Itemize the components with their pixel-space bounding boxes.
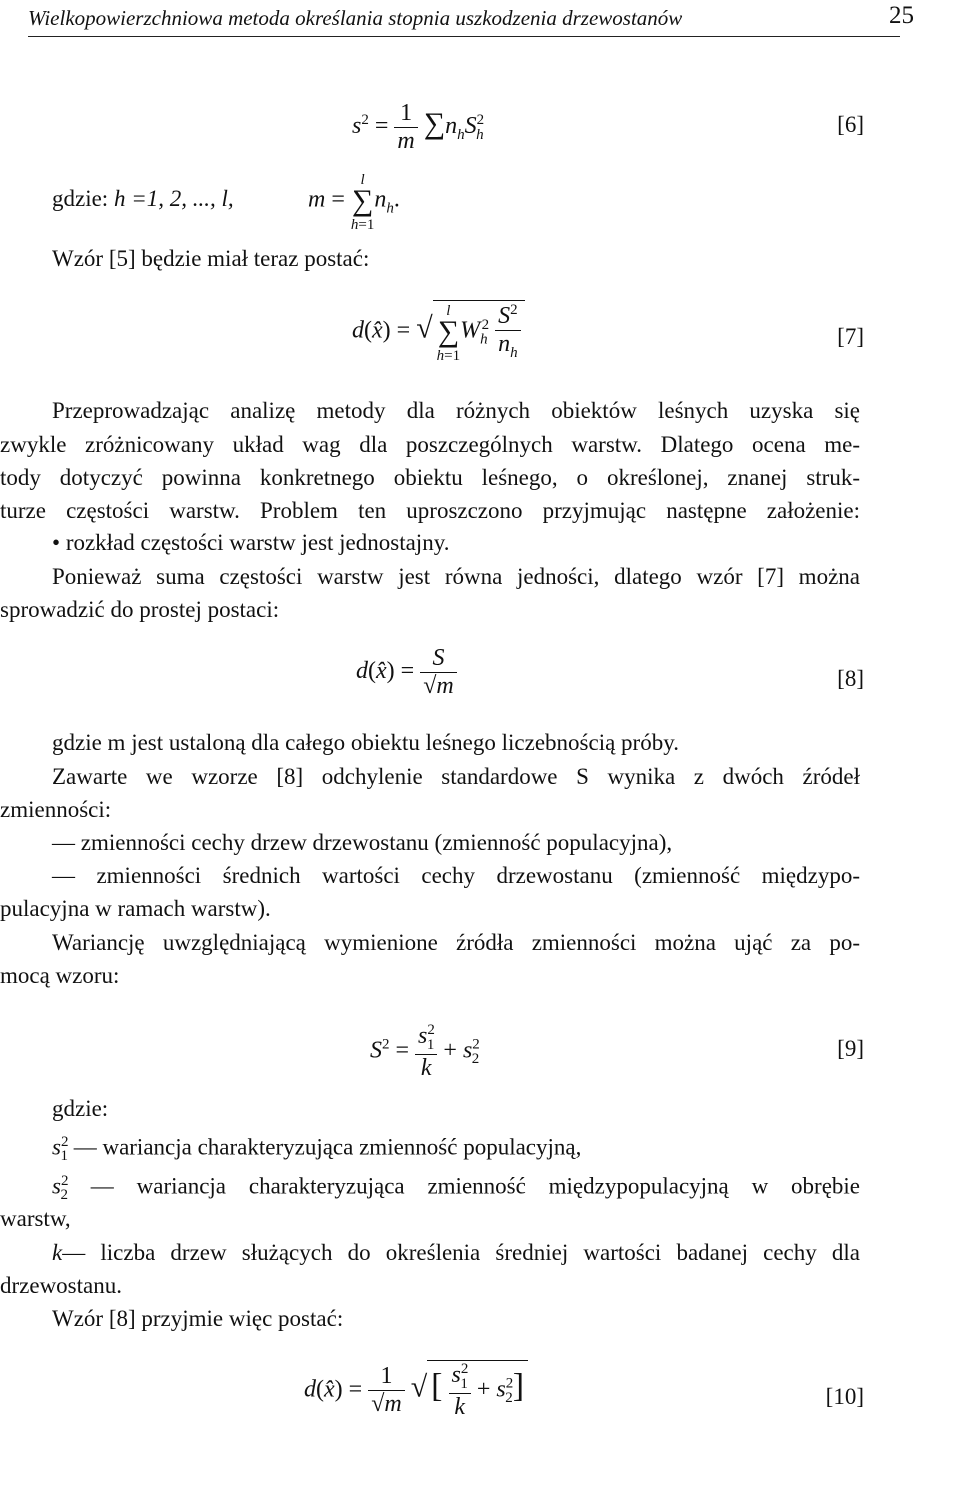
paragraph-1-line-1: Przeprowadzając analizę metody dla różnych obiektów leśnych uzyska się (52, 398, 860, 423)
definition-s1: $s^2_1$ — wariancja charakteryzująca zmienność populacyjną, (52, 1134, 582, 1165)
paragraph-3-line-1: Zawarte we wzorze [8] odchylenie standardowe S wynika z dwóch źródeł (52, 764, 860, 789)
equation-6-number: [6] (837, 112, 864, 137)
equation-10-number: [10] (825, 1384, 864, 1409)
equation-9-number: [9] (837, 1036, 864, 1061)
formula-5-intro: Wzór [5] będzie miał teraz postać: (52, 246, 370, 271)
definition-s2-cont: warstw, (0, 1206, 71, 1231)
paragraph-1-line-4: turze częstości warstw. Problem ten uproszczono przyjmując następne założenie: (0, 498, 860, 523)
where-2: gdzie m jest ustaloną dla całego obiektu leśnego liczebnością próby. (52, 730, 679, 755)
equation-8-number: [8] (837, 666, 864, 691)
equation-9: $S^2$ = $\frac{s^2_1}{k}$ + $s^2_2$ (370, 1022, 480, 1081)
equation-m-sum: m = l ∑ $h=1n_h$. (308, 172, 400, 233)
equation-6: $s^2$ = $\frac{1}{m}$ $\sum n_hS^2_h$ (352, 100, 485, 154)
equation-7-number: [7] (837, 324, 864, 349)
list-item-1: — zmienności cechy drzew drzewostanu (zmienność populacyjna), (52, 830, 673, 855)
paragraph-4-line-2: mocą wzoru: (0, 963, 120, 988)
list-item-2: — zmienności średnich wartości cechy drzewostanu (zmienność międzypo- (52, 863, 860, 888)
definition-s2: $s^2_2$ — wariancja charakteryzująca zmienność międzypopulacyjną w obrębie (52, 1173, 861, 1204)
paragraph-3-line-2: zmienności: (0, 797, 112, 822)
definition-k-cont: drzewostanu. (0, 1273, 122, 1298)
where-3-label: gdzie: (52, 1096, 109, 1121)
definition-k: k— liczba drzew służących do określenia średniej wartości badanej cechy dla (52, 1240, 860, 1265)
paragraph-1-line-2: zwykle zróżnicowany układ wag dla poszczególnych warstw. Dlatego ocena me- (0, 432, 860, 457)
equation-7: d(x̂) = √l ∑ $h=1W_h^2$ $\frac{S^2}{n_h}$ (352, 300, 525, 363)
bullet-item: • rozkład częstości warstw jest jednostajny. (52, 530, 450, 555)
paragraph-2-line-2: sprowadzić do prostej postaci: (0, 597, 280, 622)
paragraph-2-line-1: Ponieważ suma częstości warstw jest równa jedności, dlatego wzór [7] można (52, 564, 860, 589)
where-1: gdzie: h =1, 2, ..., l, (52, 186, 234, 211)
paragraph-1-line-3: tody dotyczyć powinna konkretnego obiektu leśnego, o określonej, znanej struk- (0, 465, 860, 490)
header-title: Wielkopowierzchniowa metoda określania stopnia uszkodzenia drzewostanów (28, 6, 683, 30)
paragraph-4-line-1: Wariancję uwzględniającą wymienione źródła zmienności można ująć za po- (52, 930, 860, 955)
equation-8: d(x̂) = $\frac{S}{√m}$ (356, 645, 457, 700)
page-number: 25 (889, 2, 914, 29)
list-item-2-cont: pulacyjna w ramach warstw). (0, 896, 271, 921)
running-header (28, 2, 914, 37)
bullet-icon: • (52, 530, 66, 555)
formula-8-intro: Wzór [8] przyjmie więc postać: (52, 1306, 344, 1331)
equation-10: d(x̂) = $\frac{1}{√m}$ √ [ $\frac{s^2_1}{k}$ + $s^2_2$] (304, 1360, 528, 1421)
